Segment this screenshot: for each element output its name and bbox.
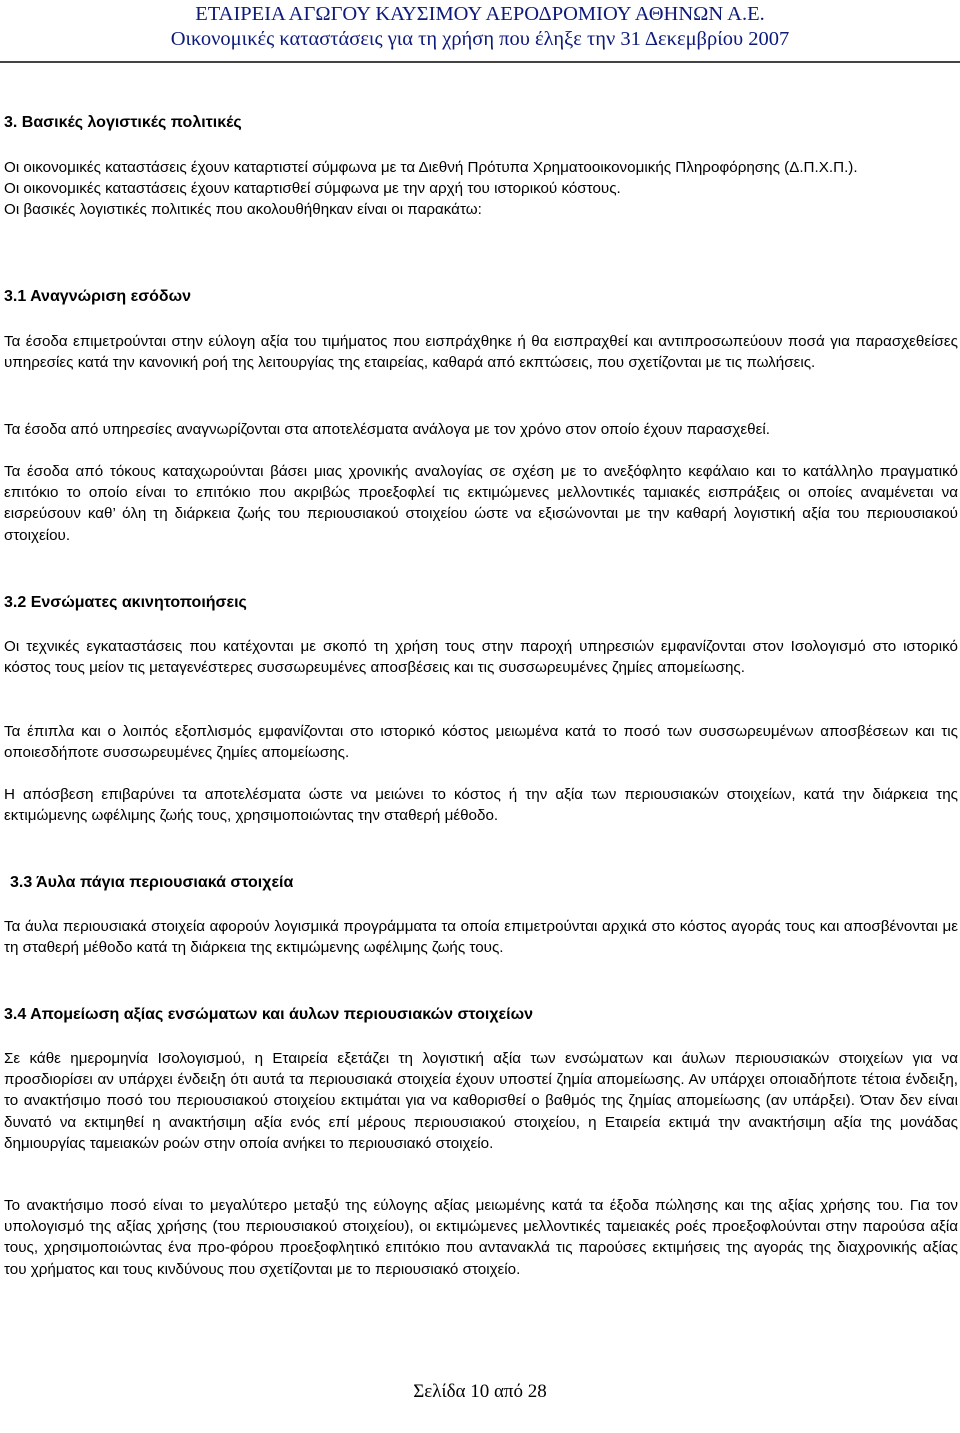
paragraph: Τα έσοδα από υπηρεσίες αναγνωρίζονται στα αποτελέσματα ανάλογα με τον χρόνο στον οποίο έχουν παρασχεθεί. — [4, 421, 770, 438]
section-3-3-p1 — [4, 916, 958, 958]
document-header — [0, 2, 960, 52]
paragraph: Οι βασικές λογιστικές πολιτικές που ακολουθήθηκαν είναι οι παρακάτω: — [4, 201, 482, 219]
section-3-3 — [10, 873, 958, 893]
paragraph: Τα άυλα περιουσιακά στοιχεία αφορούν λογισμικά προγράμματα τα οποία επιμετρούνται αρχικά στο κόστος αγοράς τους και αποσβένονται με τη σταθερή μέθοδο κατά τη διάρκεια της εκτιμώμενης ωφέλιμης ζωής τους. — [4, 918, 958, 957]
company-name: ΕΤΑΙΡΕΙΑ ΑΓΩΓΟΥ ΚΑΥΣΙΜΟΥ ΑΕΡΟΔΡΟΜΙΟΥ ΑΘΗΝΩΝ Α.Ε. — [195, 3, 765, 25]
section-heading: 3.4 Απομείωση αξίας ενσώματων και άυλων περιουσιακών στοιχείων — [4, 1006, 533, 1023]
section-3-2-p3 — [4, 784, 958, 826]
section-3-2 — [4, 593, 958, 613]
section-heading: 3. Βασικές λογιστικές πολιτικές — [4, 114, 242, 131]
statements-subtitle: Οικονομικές καταστάσεις για τη χρήση που έληξε την 31 Δεκεμβρίου 2007 — [170, 28, 790, 50]
section-3-4-p2 — [4, 1195, 958, 1280]
section-3-4-p1 — [4, 1048, 958, 1154]
section-3-1-p3 — [4, 461, 958, 546]
section-3-body — [4, 157, 958, 221]
header-rule — [0, 61, 960, 63]
section-3-4 — [4, 1005, 958, 1025]
section-heading: 3.2 Ενσώματες ακινητοποιήσεις — [4, 594, 247, 611]
paragraph: Η απόσβεση επιβαρύνει τα αποτελέσματα ώστε να μειώνει το κόστος ή την αξία των περιουσιακών στοιχείων, κατά την διάρκεια της εκτιμώμενης ωφέλιμης ζωής τους, χρησιμοποιώντας την σταθερή μέθοδο. — [4, 786, 958, 825]
section-3-1 — [4, 287, 958, 307]
paragraph: Οι τεχνικές εγκαταστάσεις που κατέχονται με σκοπό τη χρήση τους στην παροχή υπηρεσιών εμφανίζονται στον Ισολογισμό στο ιστορικό κόστος τους μείον τις μεταγενέστερες συσσωρευμένες αποσβέσεις και τις συσσωρευμένες ζημίες απομείωσης. — [4, 638, 958, 677]
section-3-2-p2 — [4, 721, 958, 763]
section-3-1-p1 — [4, 331, 958, 373]
paragraph: Τα έσοδα από τόκους καταχωρούνται βάσει μιας χρονικής αναλογίας σε σχέση με το ανεξόφλητο κεφάλαιο και το κατάλληλο πραγματικό επιτόκιο το οποίο είναι το επιτόκιο που ακριβώς προεξοφλεί τις εκτιμώμενες μελλοντικές ταμιακές εισπράξεις οι οποίες αναμένεται να εισρεύσουν καθ’ όλη τη διάρκεια ζωής του περιουσιακού στοιχείου ώστε να εξισώνονται με την καθαρή λογιστική αξία του περιουσιακού στοιχείου. — [4, 463, 958, 544]
section-heading: 3.3 Άυλα πάγια περιουσιακά στοιχεία — [10, 874, 294, 891]
section-heading: 3.1 Αναγνώριση εσόδων — [4, 288, 192, 305]
paragraph: Σε κάθε ημερομηνία Ισολογισμού, η Εταιρεία εξετάζει τη λογιστική αξία των ενσώματων και άυλων περιουσιακών στοιχείων για να προσδιορίσει αν υπάρχει ένδειξη ότι αυτά τα περιουσιακά στοιχεία έχουν υποστεί ζημία απομείωσης. Αν υπάρχει οποιαδήποτε τέτοια ένδειξη, το ανακτήσιμο ποσό του περιουσιακού στοιχείου εκτιμάται για να καθορισθεί ο βαθμός της ζημίας απομείωσης (αν υπάρξει). Όταν δεν είναι δυνατό να εκτιμηθεί η ανακτήσιμη αξία ενός επί μέρους περιουσιακού στοιχείου, η Εταιρεία εκτιμά την ανακτήσιμη αξία της μονάδας δημιουργίας ταμειακών ροών στην οποία ανήκει το περιουσιακό στοιχείο. — [4, 1050, 958, 1152]
paragraph: Τα έπιπλα και ο λοιπός εξοπλισμός εμφανίζονται στο ιστορικό κόστος μειωμένα κατά το ποσό των συσσωρευμένων αποσβέσεων και τις οποιεσδήποτε συσσωρευμένες ζημίες απομείωσης. — [4, 723, 958, 762]
section-3-2-p1 — [4, 636, 958, 678]
paragraph: Οι οικονομικές καταστάσεις έχουν καταρτισθεί σύμφωνα με την αρχή του ιστορικού κόστους. — [4, 180, 621, 198]
paragraph: Οι οικονομικές καταστάσεις έχουν καταρτιστεί σύμφωνα με τα Διεθνή Πρότυπα Χρηματοοικονομικής Πληροφόρησης (Δ.Π.Χ.Π.). — [4, 159, 858, 176]
section-3 — [4, 113, 958, 133]
paragraph: Τα έσοδα επιμετρούνται στην εύλογη αξία του τιμήματος που εισπράχθηκε ή θα εισπραχθεί και αντιπροσωπεύουν ποσά για παρασχεθείσες υπηρεσίες κατά την κανονική ροή της λειτουργίας της εταιρείας, καθαρά από εκπτώσεις, που σχετίζονται με τις πωλήσεις. — [4, 333, 958, 372]
paragraph: Το ανακτήσιμο ποσό είναι το μεγαλύτερο μεταξύ της εύλογης αξίας μειωμένης κατά τα έξοδα πώλησης και της αξίας χρήσης του. Για τον υπολογισμό της αξίας χρήσης (του περιουσιακού στοιχείου), οι εκτιμώμενες μελλοντικές ταμειακές ροές προεξοφλούνται στην παρούσα αξία τους, χρησιμοποιώντας ένα προ-φόρου προεξοφλητικό επιτόκιο που αντανακλά τις παρούσες εκτιμήσεις της αγοράς της διαχρονικής αξίας του χρήματος και τους κινδύνους που σχετίζονται με το περιουσιακό στοιχείο. — [4, 1197, 958, 1278]
section-3-1-p2 — [4, 419, 958, 440]
page-number: Σελίδα 10 από 28 — [413, 1381, 547, 1402]
